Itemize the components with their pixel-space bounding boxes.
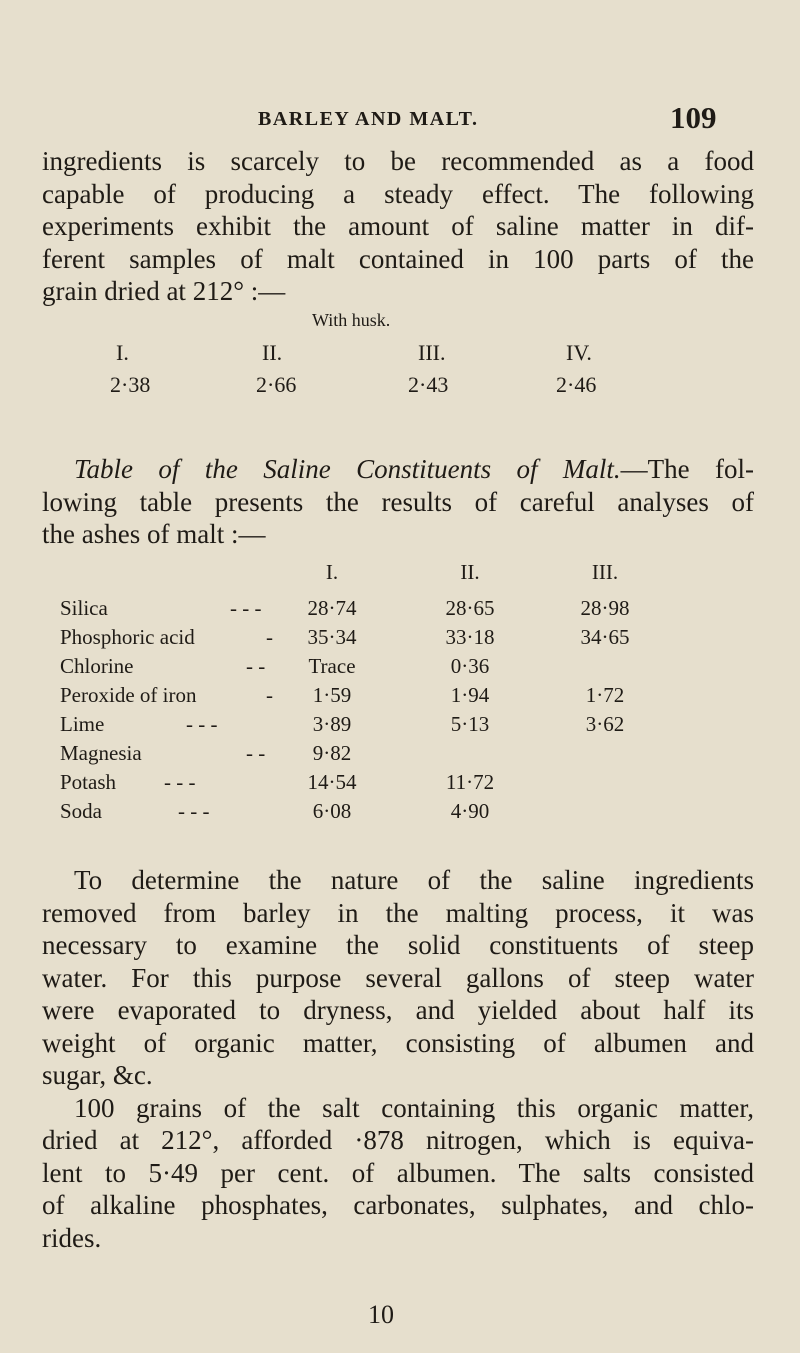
leader-dashes: - - - (186, 712, 218, 736)
text-line: weight of organic matter, consisting of albumen and (42, 1027, 754, 1058)
leader-dashes: - (266, 683, 273, 707)
husk-value: 2·43 (408, 372, 449, 397)
value-col2: 28·65 (445, 596, 495, 620)
paragraph-intro (42, 145, 754, 308)
leader-dashes: - - - (178, 799, 210, 823)
text-line: were evaporated to dryness, and yielded about half its (42, 995, 754, 1025)
value-col1: 9·82 (312, 741, 352, 765)
value-col1: 28·74 (307, 596, 357, 620)
text-line: ingredients is scarcely to be recommended as a food (42, 146, 754, 176)
ash-header: III. (591, 560, 619, 584)
section-title: Table of the Saline Constituents of Malt. (74, 454, 621, 484)
value-col1: 35·34 (307, 625, 357, 649)
value-col2: 11·72 (445, 770, 495, 794)
table-row (60, 625, 700, 651)
row-label: Chlorine (60, 654, 134, 678)
text-line: ferent samples of malt contained in 100 parts of the (42, 243, 754, 274)
signature-mark: 10 (368, 1300, 394, 1329)
value-col2: 1·94 (450, 683, 490, 707)
leader-dashes: - - - (230, 596, 262, 620)
husk-value: 2·66 (256, 372, 297, 397)
husk-header: III. (418, 340, 446, 365)
paragraph-steep-water (42, 864, 754, 1254)
table-row (60, 741, 700, 767)
page-number: 109 (670, 100, 717, 135)
text-line: rides. (42, 1222, 102, 1253)
leader-dashes: - (266, 625, 273, 649)
table-row (60, 683, 700, 709)
row-label: Soda (60, 799, 102, 823)
husk-header: I. (116, 340, 129, 365)
value-col1: 6·08 (312, 799, 352, 823)
husk-value-row (0, 372, 800, 402)
text-line: of alkaline phosphates, carbonates, sulphates, and chlo- (42, 1190, 754, 1220)
value-col1: 14·54 (307, 770, 357, 794)
text-line: lent to 5·49 per cent. of albumen. The salts consisted (42, 1157, 754, 1188)
table-row (60, 596, 700, 622)
value-col2: 4·90 (450, 799, 490, 823)
text-line: grain dried at 212° :— (42, 276, 286, 306)
leader-dashes: - - (246, 654, 266, 678)
title-continuation: —The fol- (620, 454, 754, 484)
running-title: BARLEY AND MALT. (258, 108, 479, 130)
text-line: To determine the nature of the saline ingredients (74, 865, 754, 895)
husk-header-row (0, 340, 800, 370)
husk-value: 2·38 (110, 372, 151, 397)
text-line: lowing table presents the results of careful analyses of (42, 486, 754, 517)
text-line: capable of producing a steady effect. The following (42, 178, 754, 209)
leader-dashes: - - - (164, 770, 196, 794)
value-col3: 1·72 (585, 683, 625, 707)
value-col2: 5·13 (450, 712, 490, 736)
paragraph-table-intro (42, 453, 754, 551)
row-label: Peroxide of iron (60, 683, 197, 707)
running-head (0, 100, 800, 136)
text-line: sugar, &c. (42, 1060, 153, 1090)
table-row (60, 799, 700, 825)
text-line: water. For this purpose several gallons of steep water (42, 962, 754, 993)
husk-caption: With husk. (312, 310, 391, 330)
text-line (42, 453, 754, 486)
ash-header-row (60, 560, 700, 590)
row-label: Phosphoric acid (60, 625, 195, 649)
row-label: Silica (60, 596, 108, 620)
value-col1: Trace (308, 654, 356, 678)
text-line: 100 grains of the salt containing this organic matter, (74, 1092, 754, 1123)
text-line: necessary to examine the solid constituents of steep (42, 930, 754, 960)
text-line: the ashes of malt :— (42, 519, 266, 549)
value-col3: 3·62 (585, 712, 625, 736)
value-col2: 0·36 (450, 654, 490, 678)
row-label: Lime (60, 712, 105, 736)
text-line: experiments exhibit the amount of saline matter in dif- (42, 211, 754, 241)
value-col3: 34·65 (580, 625, 630, 649)
value-col3: 28·98 (580, 596, 630, 620)
husk-header: IV. (566, 340, 592, 365)
text-line: dried at 212°, afforded ·878 nitrogen, which is equiva- (42, 1125, 754, 1155)
husk-header: II. (262, 340, 283, 365)
leader-dashes: - - (246, 741, 266, 765)
table-row (60, 654, 700, 680)
table-row (60, 712, 700, 738)
ash-header: I. (325, 560, 339, 584)
value-col2: 33·18 (445, 625, 495, 649)
row-label: Potash (60, 770, 117, 794)
ash-header: II. (460, 560, 480, 584)
text-line: removed from barley in the malting process, it was (42, 897, 754, 928)
value-col1: 3·89 (312, 712, 352, 736)
husk-value: 2·46 (556, 372, 597, 397)
row-label: Magnesia (60, 741, 142, 765)
table-row (60, 770, 700, 796)
value-col1: 1·59 (312, 683, 352, 707)
